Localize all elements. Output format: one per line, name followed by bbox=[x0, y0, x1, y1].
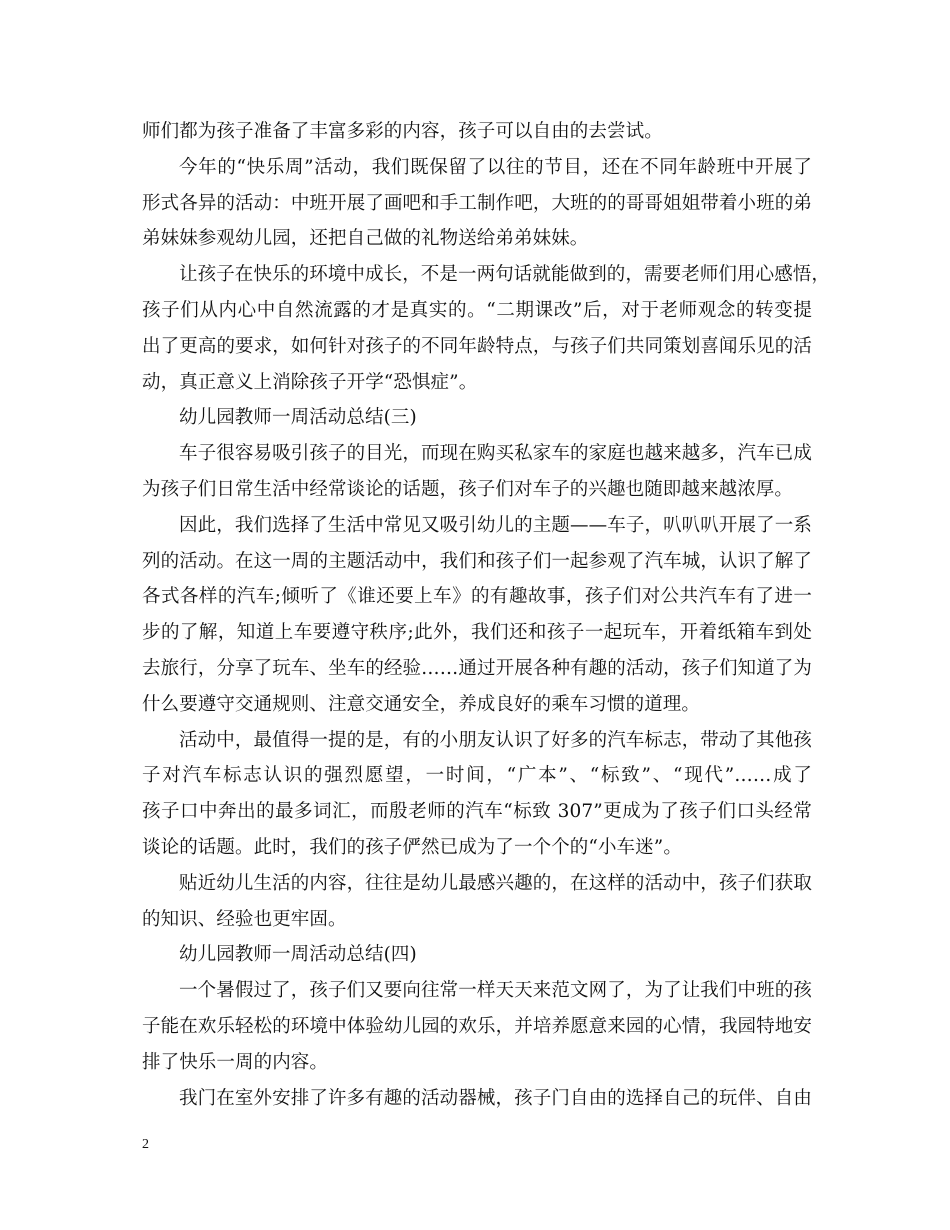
paragraph-start-line: 车子很容易吸引孩子的目光，而现在购买私家车的家庭也越来越多，汽车已成 bbox=[179, 443, 812, 465]
paragraph-start-line: 今年的“快乐周”活动，我们既保留了以往的节目，还在不同年龄班中开展了 bbox=[179, 156, 812, 178]
paragraph-start-line: 因此，我们选择了生活中常见又吸引幼儿的主题——车子，叭叭叭开展了一系 bbox=[179, 514, 812, 536]
text-line: 各式各样的汽车;倾听了《谁还要上车》的有趣故事，孩子们对公共汽车有了进一 bbox=[142, 586, 812, 608]
text-line: 去旅行，分享了玩车、坐车的经验……通过开展各种有趣的活动，孩子们知道了为 bbox=[142, 657, 812, 679]
text-line: 孩子口中奔出的最多词汇，而殷老师的汽车“标致 307”更成为了孩子们口头经常 bbox=[142, 801, 812, 823]
section-heading: 幼儿园教师一周活动总结(三) bbox=[179, 407, 417, 429]
text-line: 出了更高的要求，如何针对孩子的不同年龄特点，与孩子们共同策划喜闻乐见的活 bbox=[142, 335, 812, 357]
text-line: 动，真正意义上消除孩子开学“恐惧症”。 bbox=[142, 371, 478, 393]
text-line: 谈论的话题。此时，我们的孩子俨然已成为了一个个的“小车迷”。 bbox=[142, 836, 682, 858]
text-line: 列的活动。在这一周的主题活动中，我们和孩子们一起参观了汽车城，认识了解了 bbox=[142, 550, 812, 572]
text-line: 子对汽车标志认识的强烈愿望，一时间，“广本”、“标致”、“现代”……成了 bbox=[142, 765, 812, 787]
paragraph-start-line: 一个暑假过了，孩子们又要向往常一样天天来范文网了，为了让我们中班的孩 bbox=[179, 980, 812, 1002]
text-line: 为孩子们日常生活中经常谈论的话题，孩子们对车子的兴趣也随即越来越浓厚。 bbox=[142, 478, 794, 500]
paragraph-start-line: 活动中，最值得一提的是，有的小朋友认识了好多的汽车标志，带动了其他孩 bbox=[179, 729, 812, 751]
document-body bbox=[142, 114, 831, 1116]
text-line: 弟妹妹参观幼儿园，还把自己做的礼物送给弟弟妹妹。 bbox=[142, 228, 589, 250]
section-heading: 幼儿园教师一周活动总结(四) bbox=[179, 944, 417, 966]
text-line: 排了快乐一周的内容。 bbox=[142, 1051, 329, 1073]
text-line: 什么要遵守交通规则、注意交通安全，养成良好的乘车习惯的道理。 bbox=[142, 693, 701, 715]
text-line: 师们都为孩子准备了丰富多彩的内容，孩子可以自由的去尝试。 bbox=[142, 121, 663, 142]
text-line: 步的了解，知道上车要遵守秩序;此外，我们还和孩子一起玩车，开着纸箱车到处 bbox=[142, 622, 812, 644]
page-number: 2 bbox=[142, 1137, 149, 1152]
text-line: 孩子们从内心中自然流露的才是真实的。“二期课改”后，对于老师观念的转变提 bbox=[142, 299, 812, 321]
paragraph-start-line: 贴近幼儿生活的内容，往往是幼儿最感兴趣的，在这样的活动中，孩子们获取 bbox=[179, 872, 812, 894]
text-line: 子能在欢乐轻松的环境中体验幼儿园的欢乐，并培养愿意来园的心情，我园特地安 bbox=[142, 1015, 812, 1037]
paragraph-start-line: 我门在室外安排了许多有趣的活动器械，孩子门自由的选择自己的玩伴、自由 bbox=[179, 1087, 812, 1109]
paragraph-start-line: 让孩子在快乐的环境中成长，不是一两句话就能做到的，需要老师们用心感悟， bbox=[179, 264, 831, 286]
text-line: 的知识、经验也更牢固。 bbox=[142, 908, 347, 930]
text-line: 形式各异的活动：中班开展了画吧和手工制作吧，大班的的哥哥姐姐带着小班的弟 bbox=[142, 192, 812, 214]
